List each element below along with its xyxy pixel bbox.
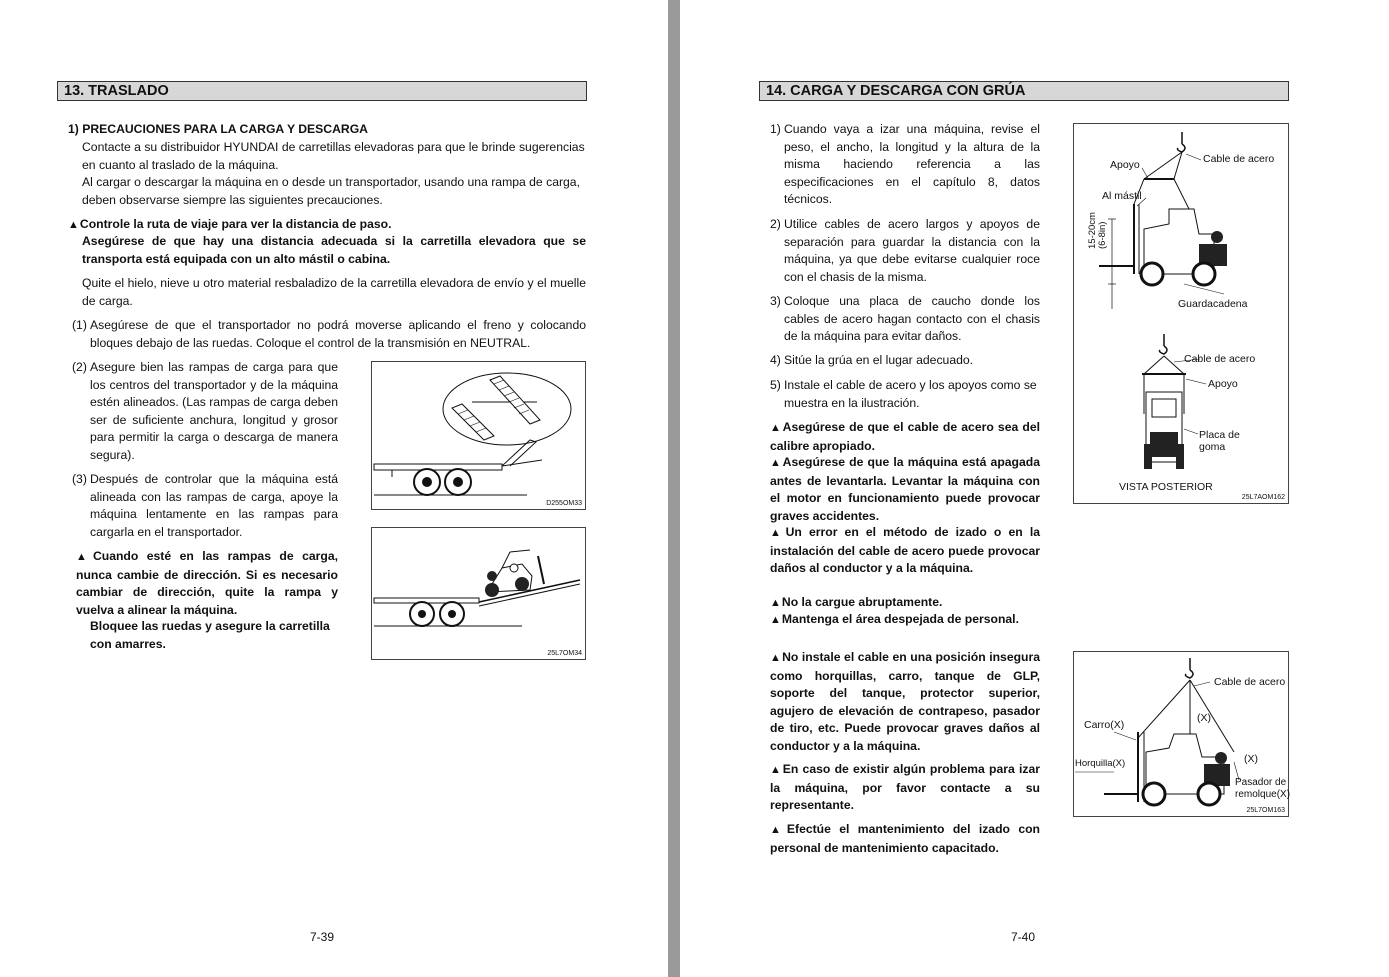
item-text: Coloque una placa de caucho donde los cables de acero hagan contacto con el chasis de la máquina para evitar daños.	[784, 294, 1040, 344]
warning-icon: ▲	[770, 527, 785, 539]
item-text: Sitúe la grúa en el lugar adecuado.	[784, 353, 974, 367]
figure-code: 25L7AOM162	[1241, 494, 1285, 501]
label-carro: Carro(X)	[1084, 719, 1125, 731]
warning-clearance: Asegúrese de que hay una distancia adecuada si la carretilla elevadora que se transporta está equipada con un alto mástil o cabina.	[82, 234, 586, 266]
item-text: Cuando vaya a izar una máquina, revise el peso, el ancho, la longitud y la altura de la misma haciendo referencia a las especificaciones en el capítulo 8, datos técnicos.	[784, 122, 1040, 207]
label-cable-acero: Cable de acero	[1214, 676, 1286, 688]
item-3-number: (3)	[72, 472, 87, 486]
label-apoyo: Apoyo	[1110, 159, 1140, 171]
item-2-number: (2)	[72, 360, 87, 374]
figure-code: D255OM33	[546, 500, 582, 507]
paragraph-distributor: Contacte a su distribuidor HYUNDAI de carretillas elevadoras para que le brinde sugerencias en cuanto al traslado de la máquina.	[82, 140, 585, 172]
item-3-text: Después de controlar que la máquina está alineada con las rampas de carga, apoye la máquina lentamente en las rampas para cargarla en el transportador.	[90, 472, 338, 539]
item-1-text: Asegúrese de que el transportador no podrá moverse aplicando el freno y colocando bloques debajo de las ruedas. Coloque el control de la transmisión en NEUTRAL.	[90, 318, 586, 350]
subsection-title: 1) PRECAUCIONES PARA LA CARGA Y DESCARGA	[68, 122, 368, 136]
warning-icon: ▲	[68, 219, 79, 231]
label-dimension: 15-20cm (6-8in)	[1087, 212, 1108, 249]
warning-engine-off: ▲Asegúrese de que la máquina está apagada antes de levantarla. Levantar la máquina con el motor en funcionamiento puede provocar graves accidentes.	[770, 455, 1040, 523]
item-2-text: Asegure bien las rampas de carga para que los centros del transportador y de la máquina estén alineados. (Las rampas de carga deben ser de suficiente anchura, longitud y grosor para permitir la carga o descarga de manera segura).	[90, 360, 338, 462]
warning-cable-gauge: ▲Asegúrese de que el cable de acero sea del calibre apropiado.	[770, 420, 1041, 453]
warning-icon: ▲	[770, 614, 781, 626]
warning-icon: ▲	[770, 597, 781, 609]
section-title-traslado: 13. TRASLADO	[57, 81, 587, 101]
label-mastil: Al mástil	[1102, 190, 1142, 202]
warning-icon: ▲	[770, 824, 786, 836]
figure-trailer-ramps	[371, 361, 586, 510]
lifting-setup-illustration	[1074, 124, 1288, 503]
page-number: 7-39	[310, 930, 335, 944]
label-cable-acero: Cable de acero	[1203, 153, 1275, 165]
label-x-top: (X)	[1197, 712, 1211, 724]
paragraph-precautions: Al cargar o descargar la máquina en o desde un transportador, usando una rampa de carga, deben observarse siempre las siguientes precauciones.	[82, 175, 580, 207]
item-text: Instale el cable de acero y los apoyos como se muestra en la ilustración.	[784, 378, 1037, 410]
item-number: 1)	[770, 122, 781, 136]
warning-clear-area: ▲Mantenga el área despejada de personal.	[770, 612, 1019, 626]
label-vista-posterior: VISTA POSTERIOR	[1119, 481, 1213, 493]
label-apoyo-rear: Apoyo	[1208, 378, 1238, 390]
figure-code: 25L7OM163	[1246, 807, 1285, 814]
figure-unsafe-positions	[1073, 651, 1289, 817]
warning-contact-dealer: ▲En caso de existir algún problema para izar la máquina, por favor contacte a su representante.	[770, 762, 1040, 813]
section-title-grua: 14. CARGA Y DESCARGA CON GRÚA	[759, 81, 1289, 101]
paragraph-ice: Quite el hielo, nieve u otro material resbaladizo de la carretilla elevadora de envío y el muelle de carga.	[82, 276, 586, 308]
warning-icon: ▲	[770, 764, 782, 776]
item-1-number: (1)	[72, 318, 87, 332]
label-x-right: (X)	[1244, 753, 1258, 765]
trailer-ramps-illustration	[372, 362, 585, 509]
warning-icon: ▲	[770, 422, 782, 434]
book-gutter	[668, 0, 680, 977]
right-page	[680, 0, 1389, 977]
warning-icon: ▲	[770, 457, 782, 469]
label-guardacadena: Guardacadena	[1178, 298, 1248, 310]
item-number: 3)	[770, 294, 781, 308]
figure-lifting-setup	[1073, 123, 1289, 504]
warning-maintenance: ▲Efectúe el mantenimiento del izado con personal de mantenimiento capacitado.	[770, 822, 1041, 855]
label-pasador: Pasador de remolque(X)	[1235, 777, 1291, 800]
warning-icon: ▲	[770, 652, 782, 664]
warning-block-wheels: Bloquee las ruedas y asegure la carretilla con amarres.	[90, 619, 330, 651]
label-placa-goma: Placa de goma	[1199, 429, 1240, 453]
item-number: 2)	[770, 217, 781, 231]
warning-route: ▲Controle la ruta de viaje para ver la distancia de paso.	[68, 217, 392, 231]
item-number: 4)	[770, 353, 781, 367]
warning-unsafe-position: ▲No instale el cable en una posición insegura como horquillas, carro, tanque de GLP, soporte del tanque, protector superior, agujero de elevación de contrapeso, pasador de tiro, etc. Puede provocar graves daños al conductor y a la máquina.	[770, 650, 1041, 753]
left-page	[0, 0, 668, 977]
item-number: 5)	[770, 378, 781, 392]
page-number: 7-40	[1011, 930, 1036, 944]
warning-abrupt: ▲No la cargue abruptamente.	[770, 595, 943, 609]
warning-ramps: ▲Cuando esté en las rampas de carga, nunca cambie de dirección. Si es necesario cambiar de dirección, quite la rampa y vuelva a alinear la máquina.	[76, 549, 338, 617]
figure-code: 25L7OM34	[547, 650, 582, 657]
figure-forklift-ramp	[371, 527, 586, 660]
label-cable-acero-rear: Cable de acero	[1184, 353, 1256, 365]
warning-lifting-error: ▲Un error en el método de izado o en la instalación del cable de acero puede provocar daños al conductor y a la máquina.	[770, 525, 1040, 576]
item-text: Utilice cables de acero largos y apoyos de separación para guardar la distancia con la máquina, ya que debe evitarse cualquier roce con el chasis de la misma.	[784, 217, 1040, 284]
forklift-ramp-illustration	[372, 528, 585, 659]
label-horquilla: Horquilla(X)	[1075, 758, 1126, 769]
warning-icon: ▲	[76, 551, 92, 563]
